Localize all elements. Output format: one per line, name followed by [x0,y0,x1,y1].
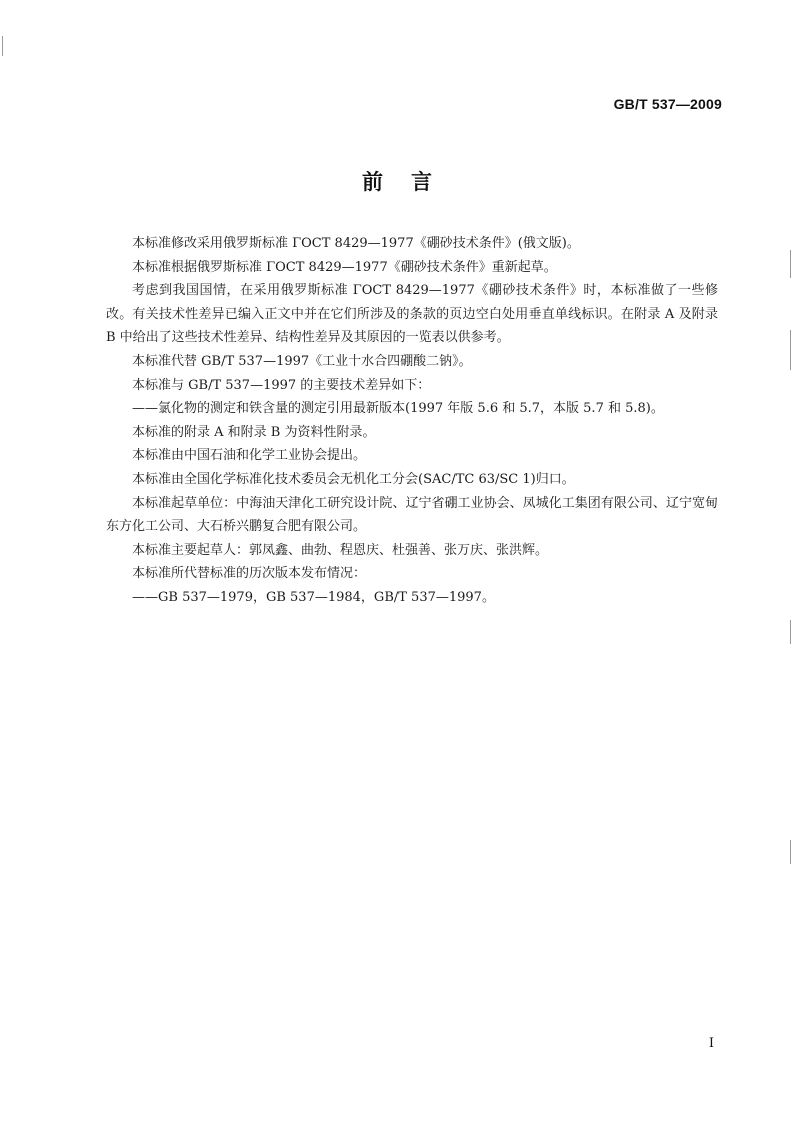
scan-edge-mark [2,36,3,56]
paragraph-modifications: 考虑到我国国情，在采用俄罗斯标准 ΓOCT 8429—1977《硼砂技术条件》时，本标准做了一些修改。有关技术性差异已编入正文中并在它们所涉及的条款的页边空白处用垂直单线标识。在附录 A 及附录 B 中给出了这些技术性差异、结构性差异及其原因的一览表以供参考。 [106,283,718,346]
paragraph-proposed-by: 本标准由中国石油和化学工业协会提出。 [132,448,367,464]
page-number: I [708,1036,714,1051]
scan-edge-mark [790,840,791,864]
paragraph-adoption: 本标准修改采用俄罗斯标准 ΓOCT 8429—1977《硼砂技术条件》(俄文版)。 [132,236,580,251]
paragraph-managed-by: 本标准由全国化学标准化技术委员会无机化工分会(SAC/TC 63/SC 1)归口。 [132,471,575,487]
scan-edge-mark [790,250,791,278]
paragraph-drafters: 本标准主要起草人：郭凤鑫、曲勃、程恩庆、杜强善、张万庆、张洪辉。 [132,542,549,558]
paragraph-annexes: 本标准的附录 A 和附录 B 为资料性附录。 [132,424,376,440]
paragraph-drafting-basis: 本标准根据俄罗斯标准 ΓOCT 8429—1977《硼砂技术条件》重新起草。 [132,259,557,275]
paragraph-replaces: 本标准代替 GB/T 537—1997《工业十水合四硼酸二钠》。 [132,353,472,369]
scan-edge-mark [790,620,791,644]
paragraph-main-differences: 本标准与 GB/T 537—1997 的主要技术差异如下： [132,377,431,393]
scan-edge-mark [790,330,791,370]
paragraph-history-intro: 本标准所代替标准的历次版本发布情况： [132,566,367,582]
paragraph-difference-item: ——氯化物的测定和铁含量的测定引用最新版本(1997 年版 5.6 和 5.7，本版 5.7 和 5.8)。 [132,401,664,417]
paragraph-history-versions: ——GB 537—1979，GB 537—1984，GB/T 537—1997。 [132,589,495,605]
standard-number: GB/T 537—2009 [613,96,722,112]
page-title: 前言 [362,170,460,194]
paragraph-drafting-units: 本标准起草单位：中海油天津化工研究设计院、辽宁省硼工业协会、凤城化工集团有限公司、辽宁宽甸东方化工公司、大石桥兴鹏复合肥有限公司。 [106,495,718,535]
foreword-body [106,232,718,610]
